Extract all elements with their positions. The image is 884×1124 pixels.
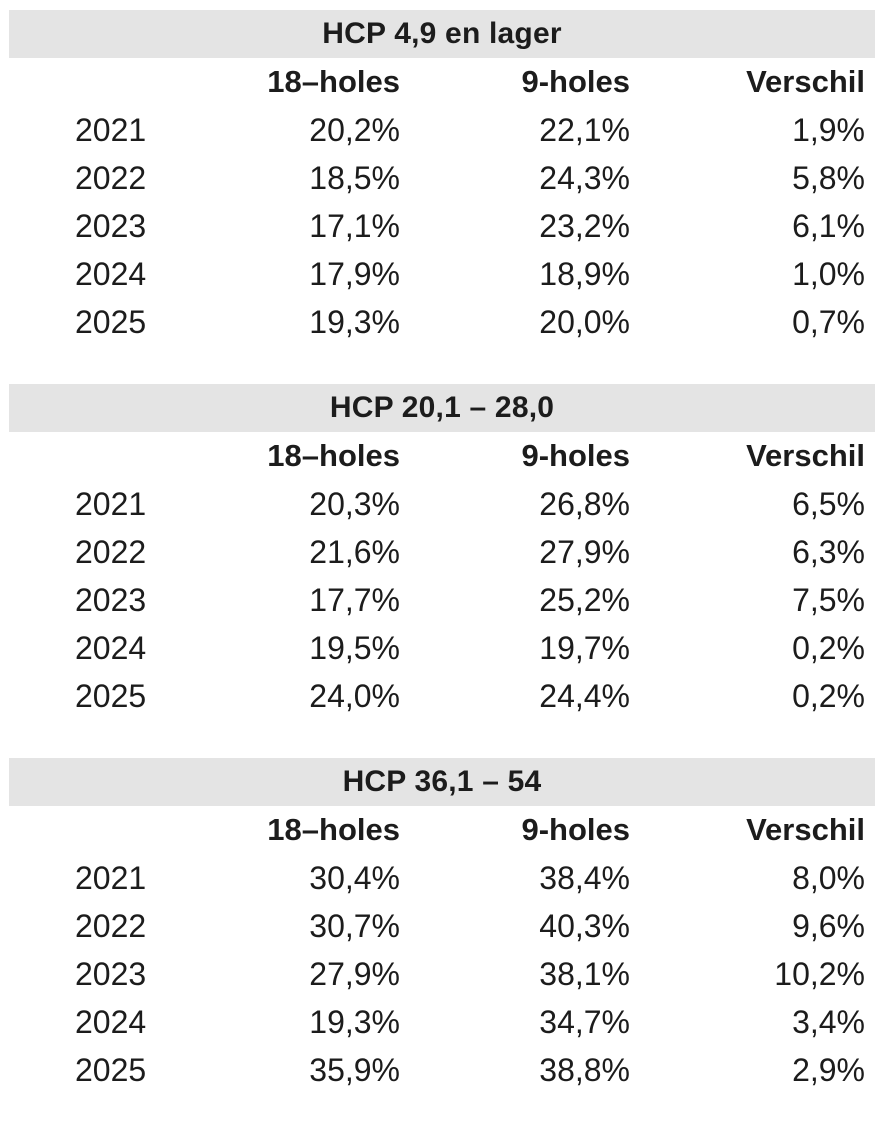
value-cell-9-holes: 40,3% xyxy=(539,907,630,944)
value-cell-9-holes: 24,3% xyxy=(539,159,630,196)
value-cell-18-holes: 19,3% xyxy=(309,1003,400,1040)
year-cell: 2025 xyxy=(75,1051,147,1088)
value-cell-18-holes: 19,3% xyxy=(309,303,400,340)
value-cell-18-holes: 17,1% xyxy=(309,207,400,244)
table-row xyxy=(0,902,884,950)
value-cell-18-holes: 35,9% xyxy=(309,1051,400,1088)
value-cell-verschil: 8,0% xyxy=(792,859,865,896)
table-row xyxy=(0,528,884,576)
table-row xyxy=(0,250,884,298)
value-cell-18-holes: 30,4% xyxy=(309,859,400,896)
column-header-18-holes: 18–holes xyxy=(267,64,400,99)
value-cell-18-holes: 19,5% xyxy=(309,629,400,666)
column-header-verschil: Verschil xyxy=(746,438,865,473)
year-cell: 2024 xyxy=(75,1003,147,1040)
year-cell: 2022 xyxy=(75,159,147,196)
value-cell-verschil: 5,8% xyxy=(792,159,865,196)
table-row xyxy=(0,950,884,998)
table-title-bar xyxy=(9,10,875,58)
column-header-verschil: Verschil xyxy=(746,64,865,99)
value-cell-18-holes: 21,6% xyxy=(309,533,400,570)
table-row xyxy=(0,154,884,202)
table-title-bar xyxy=(9,384,875,432)
year-cell: 2023 xyxy=(75,581,147,618)
year-cell: 2023 xyxy=(75,955,147,992)
value-cell-9-holes: 22,1% xyxy=(539,111,630,148)
column-header-9-holes: 9-holes xyxy=(521,64,630,99)
hcp-table-section-low xyxy=(0,10,884,346)
value-cell-verschil: 6,1% xyxy=(792,207,865,244)
year-cell: 2022 xyxy=(75,907,147,944)
year-cell: 2023 xyxy=(75,207,147,244)
value-cell-9-holes: 18,9% xyxy=(539,255,630,292)
value-cell-verschil: 9,6% xyxy=(792,907,865,944)
column-header-9-holes: 9-holes xyxy=(521,812,630,847)
table-row xyxy=(0,998,884,1046)
table-row xyxy=(0,576,884,624)
table-row xyxy=(0,1046,884,1094)
value-cell-18-holes: 18,5% xyxy=(309,159,400,196)
value-cell-verschil: 0,2% xyxy=(792,629,865,666)
table-row xyxy=(0,106,884,154)
value-cell-9-holes: 34,7% xyxy=(539,1003,630,1040)
value-cell-9-holes: 26,8% xyxy=(539,485,630,522)
value-cell-verschil: 2,9% xyxy=(792,1051,865,1088)
value-cell-9-holes: 20,0% xyxy=(539,303,630,340)
year-cell: 2025 xyxy=(75,677,147,714)
value-cell-18-holes: 24,0% xyxy=(309,677,400,714)
table-row xyxy=(0,672,884,720)
year-cell: 2024 xyxy=(75,255,147,292)
column-header-9-holes: 9-holes xyxy=(521,438,630,473)
value-cell-9-holes: 27,9% xyxy=(539,533,630,570)
value-cell-verschil: 3,4% xyxy=(792,1003,865,1040)
table-row xyxy=(0,854,884,902)
table-row xyxy=(0,624,884,672)
table-title-bar xyxy=(9,758,875,806)
value-cell-9-holes: 38,1% xyxy=(539,955,630,992)
header-row xyxy=(0,432,884,480)
value-cell-verschil: 6,5% xyxy=(792,485,865,522)
table-title: HCP 36,1 – 54 xyxy=(342,765,542,798)
column-header-18-holes: 18–holes xyxy=(267,812,400,847)
year-cell: 2022 xyxy=(75,533,147,570)
value-cell-9-holes: 23,2% xyxy=(539,207,630,244)
column-header-18-holes: 18–holes xyxy=(267,438,400,473)
table-title: HCP 4,9 en lager xyxy=(322,17,562,50)
value-cell-9-holes: 19,7% xyxy=(539,629,630,666)
value-cell-9-holes: 24,4% xyxy=(539,677,630,714)
table-title: HCP 20,1 – 28,0 xyxy=(329,391,555,424)
table-row xyxy=(0,298,884,346)
value-cell-verschil: 0,7% xyxy=(792,303,865,340)
hcp-table-section-mid xyxy=(0,384,884,720)
value-cell-9-holes: 25,2% xyxy=(539,581,630,618)
value-cell-18-holes: 20,2% xyxy=(309,111,400,148)
table-row xyxy=(0,202,884,250)
table-row xyxy=(0,480,884,528)
hcp-table-section-high xyxy=(0,758,884,1094)
year-cell: 2021 xyxy=(75,859,147,896)
value-cell-18-holes: 27,9% xyxy=(309,955,400,992)
value-cell-18-holes: 17,7% xyxy=(309,581,400,618)
year-cell: 2021 xyxy=(75,111,147,148)
value-cell-18-holes: 20,3% xyxy=(309,485,400,522)
value-cell-18-holes: 30,7% xyxy=(309,907,400,944)
column-header-verschil: Verschil xyxy=(746,812,865,847)
value-cell-verschil: 7,5% xyxy=(792,581,865,618)
value-cell-verschil: 1,9% xyxy=(792,111,865,148)
header-row xyxy=(0,806,884,854)
value-cell-verschil: 10,2% xyxy=(774,955,865,992)
value-cell-verschil: 0,2% xyxy=(792,677,865,714)
value-cell-9-holes: 38,8% xyxy=(539,1051,630,1088)
year-cell: 2025 xyxy=(75,303,147,340)
year-cell: 2024 xyxy=(75,629,147,666)
header-row xyxy=(0,58,884,106)
year-cell: 2021 xyxy=(75,485,147,522)
value-cell-verschil: 6,3% xyxy=(792,533,865,570)
value-cell-verschil: 1,0% xyxy=(792,255,865,292)
value-cell-9-holes: 38,4% xyxy=(539,859,630,896)
value-cell-18-holes: 17,9% xyxy=(309,255,400,292)
